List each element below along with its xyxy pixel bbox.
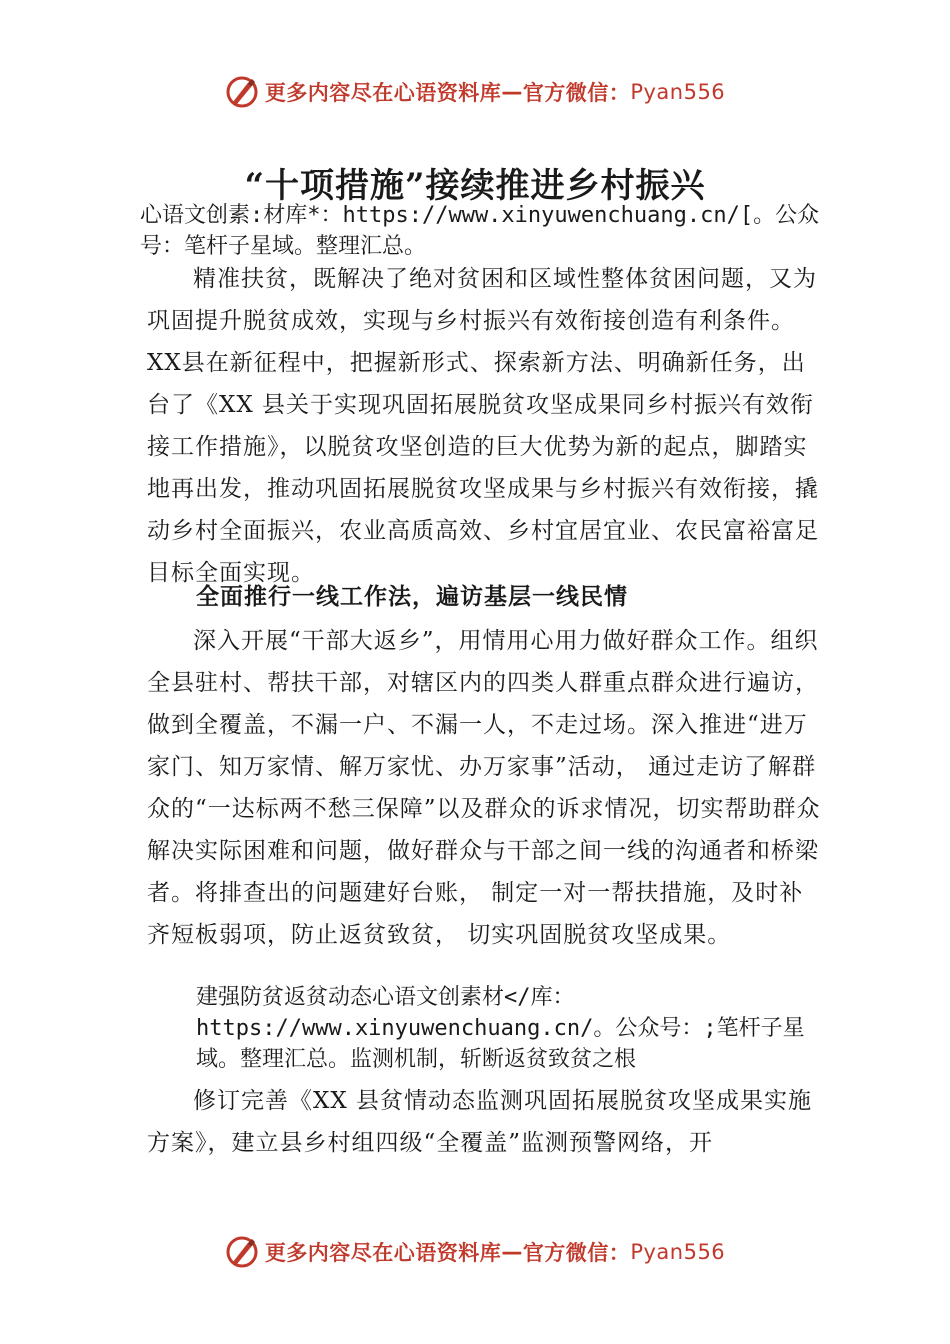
banner-wechat-label: 官方微信： xyxy=(522,81,631,105)
footer-banner xyxy=(0,1230,950,1274)
footer-banner-dash: — xyxy=(501,1240,523,1264)
banner-wechat-id: Pyan556 xyxy=(630,80,726,104)
fountain-pen-logo-icon xyxy=(225,75,259,109)
paragraph-1: 精准扶贫，既解决了绝对贫困和区域性整体贫困问题，又为巩固提升脱贫成效，实现与乡村振兴有效衔接创造有利条件。XX县在新征程中，把握新形式、探索新方法、明确新任务，出台了《XX 县关于实现巩固拓展脱贫攻坚成果同乡村振兴有效衔接工作措施》，以脱贫攻坚创造的巨大优势为新的起点，脚踏实地再出发，推动巩固拓展脱贫攻坚成果与乡村振兴有效衔接，撬动乡村全面振兴，农业高质高效、乡村宜居宜业、农民富裕富足目标全面实现。 xyxy=(147,266,819,586)
section-heading-1: 全面推行一线工作法，遍访基层一线民情 xyxy=(196,584,628,610)
paragraph-3: 修订完善《XX 县贫情动态监测巩固拓展脱贫攻坚成果实施方案》，建立县乡村组四级“全覆盖”监测预警网络，开 xyxy=(147,1088,813,1156)
banner-text: 更多内容尽在心语资料库 xyxy=(264,81,502,105)
header-banner xyxy=(0,70,950,114)
section-heading-2: 建强防贫返贫动态心语文创素材</库：https://www.xinyuwenchuang.cn/。公众号：;笔杆子星域。整理汇总。监测机制，斩断返贫致贫之根 xyxy=(196,985,805,1072)
source-line: 心语文创素:材库*：https://www.xinyuwenchuang.cn/[。公众号：笔杆子星域。整理汇总。 xyxy=(140,203,820,259)
footer-banner-wechat-label: 官方微信： xyxy=(522,1241,631,1265)
footer-banner-text: 更多内容尽在心语资料库 xyxy=(264,1241,502,1265)
banner-dash: — xyxy=(501,80,523,104)
document-title: “十项措施”接续推进乡村振兴 xyxy=(244,166,706,206)
paragraph-2: 深入开展“干部大返乡”，用情用心用力做好群众工作。组织全县驻村、帮扶干部，对辖区内的四类人群重点群众进行遍访，做到全覆盖，不漏一户、不漏一人，不走过场。深入推进“进万家门、知万家情、解万家忧、办万家事”活动， 通过走访了解群众的“一达标两不愁三保障”以及群众的诉求情况，切实帮助群众解决实际困难和问题，做好群众与干部之间一线的沟通者和桥梁者。将排查出的问题建好台账， 制定一对一帮扶措施，及时补齐短板弱项，防止返贫致贫， 切实巩固脱贫攻坚成果。 xyxy=(147,628,821,948)
footer-banner-wechat-id: Pyan556 xyxy=(630,1240,726,1264)
fountain-pen-logo-icon xyxy=(225,1235,259,1269)
